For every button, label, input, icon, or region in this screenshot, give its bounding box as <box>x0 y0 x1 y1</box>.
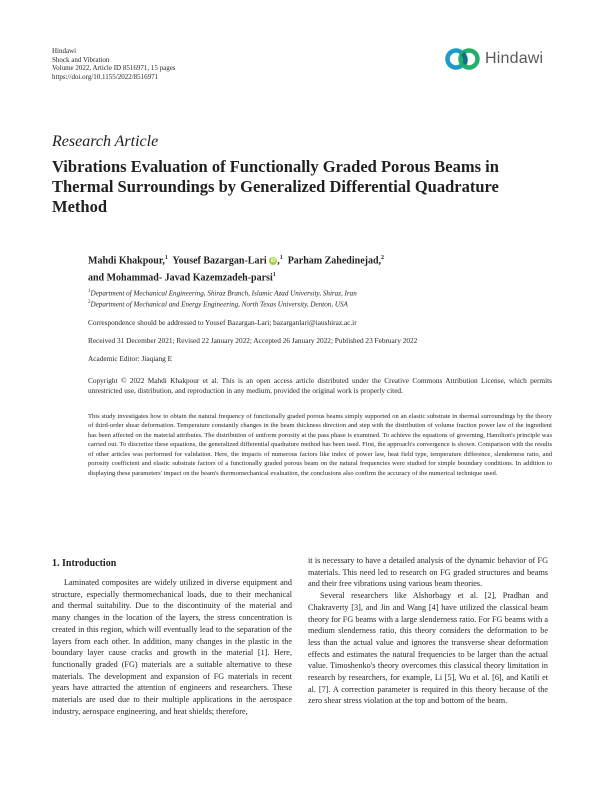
journal-name: Shock and Vibration <box>52 55 110 64</box>
author-name[interactable]: Mahdi Khakpour, <box>88 255 165 267</box>
publisher-name: Hindawi <box>52 47 77 55</box>
section-heading: 1. Introduction <box>52 558 117 569</box>
author-list <box>88 251 558 286</box>
author-affiliation-mark: 2 <box>381 255 385 261</box>
author-name[interactable]: Yousef Bazargan-Lari <box>172 255 267 267</box>
journal-header <box>52 47 176 81</box>
orcid-icon[interactable]: iD <box>270 258 276 265</box>
right-column <box>308 555 548 707</box>
affiliation-line: $^1$Department of Mechanical Engineering, Shiraz Branch, Islamic Azad University, Shiraz, Iran <box>88 289 357 298</box>
article-title: Vibrations Evaluation of Functionally Graded Porous Beams in Thermal Surroundings by Generalized Differential Quadrature Method <box>52 157 499 216</box>
hindawi-logo-icon <box>445 46 481 72</box>
article-type: Research Article <box>52 133 159 150</box>
hindawi-logo <box>445 46 543 72</box>
author-name[interactable]: Parham Zahedinejad, <box>287 255 382 267</box>
author-name[interactable]: and Mohammad- Javad Kazemzadeh-parsi <box>88 272 273 284</box>
left-column <box>52 577 292 717</box>
author-affiliation-mark: 1 <box>279 255 283 261</box>
copyright-notice: Copyright © 2022 Mahdi Khakpour et al. This is an open access article distributed under the Creative Commons Attribution License, which permits unrestricted use, distribution, and reproduction in any medium, provided the original work is properly cited. <box>88 376 552 395</box>
intro-paragraph: it is necessary to have a detailed analysis of the dynamic behavior of FG materials. This need led to research on FG graded structures and beams and their free vibrations using various beam theories. <box>308 556 548 589</box>
abstract: This study investigates how to obtain the natural frequency of functionally graded porous beams simply supported on an elastic substrate in thermal surroundings by the theory of third-order shear deformation. Temperature constantly changes in the beam thickness direction and step with the distribution of volume fraction power law of the ingredient has been affected on the material attributes. The distribution of uniform porosity at the pass phase is examined. To achieve the equations of governing, Hamilton's principle was carried out. To discretize these equations, the generalized differential quadrature method has been used. First, the approach's convergence is shown. Comparison with the results of other articles was performed for validation. Here, the impacts of numerous factors like index of power law, heat field type, temperature difference, slenderness ratio, and porosity coefficient and elastic substrate factors of a functionally graded porous beam on the natural frequencies were studied for simple boundary conditions. In addition to displaying these parameters' impact on the beam's thermomechanical evaluation, the conclusions also confirm the accuracy of the numerical technique used. <box>88 413 552 477</box>
volume-line: Volume 2022, Article ID 8516971, 15 pages <box>52 64 176 73</box>
publication-dates: Received 31 December 2021; Revised 22 January 2022; Accepted 26 January 2022; Published 23 February 2022 <box>88 336 418 345</box>
affiliations <box>88 287 357 310</box>
logo-text: Hindawi <box>485 50 544 67</box>
author-separator: , <box>277 255 280 267</box>
academic-editor: Academic Editor: Jiaqiang E <box>88 354 173 363</box>
author-affiliation-mark: 1 <box>164 255 168 261</box>
author-affiliation-mark: 1 <box>272 272 276 279</box>
intro-paragraph: Several researchers like Alshorbagy et al. [2], Pradhan and Chakraverty [3], and Jin and Wang [4] have utilized the classical beam theory for FG beams with a large slenderness ratio. For FG beams with a medium slenderness ratio, this theory considers the deformation to be less than the actual value and ignores the transverse shear deformation effects and estimates the natural frequencies to be larger than the actual value. Timoshenko's theory overcomes this classical theory limitation in research by researchers, for example, Li [5], Wu et al. [6], and Katili et al. [7]. A correction parameter is required in this theory because of the zero shear stress violation at the top and bottom of the beam. <box>308 591 548 706</box>
affiliation-line: $^2$Department of Mechanical and Energy Engineering, North Texas University, Denton, USA <box>88 300 348 309</box>
doi-link[interactable]: https://doi.org/10.1155/2022/8516971 <box>52 72 159 81</box>
intro-paragraph: Laminated composites are widely utilized in diverse equipment and structure, especially thermomechanical loads, due to their mechanical and thermal suitability. Due to the discontinuity of the material and many changes in the location of the layers, the stress concentration is created in this region, which will eventually lead to the separation of the layers from each other. In addition, many changes in the plastic in the boundary layer cause cracks and growth in the material [1]. Here, functionally graded (FG) materials are a suitable alternative to these materials. The development and expansion of FG materials in recent years have attracted the attention of engineers and researchers. These materials are used due to their multiple applications in the aerospace industry, aerospace engineering, and heat shields; therefore, <box>52 578 292 716</box>
correspondence: Correspondence should be addressed to Yousef Bazargan-Lari; bazarganlari@iaushiraz.ac.ir <box>88 318 357 327</box>
